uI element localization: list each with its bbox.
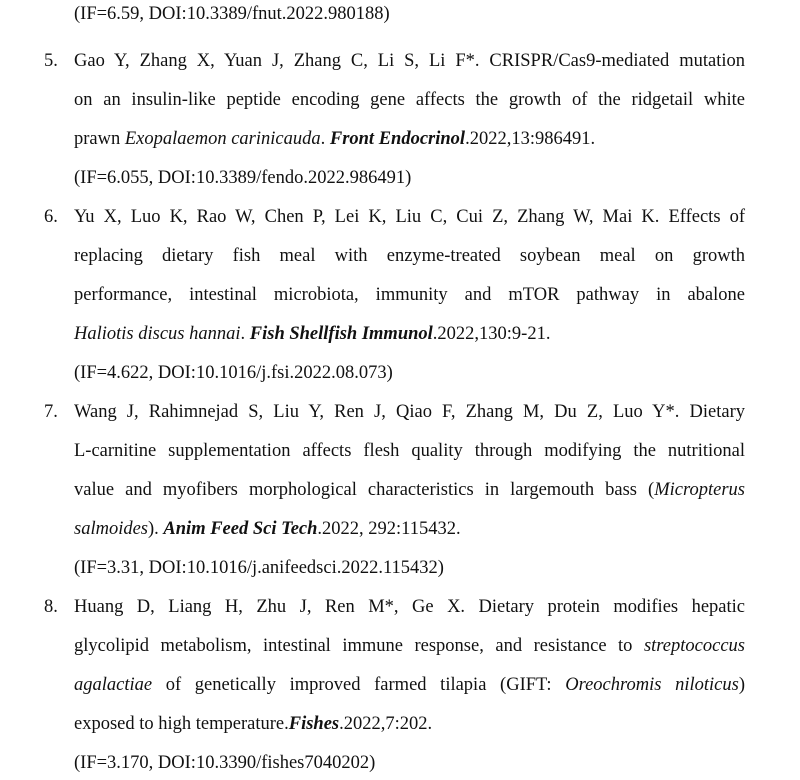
ref-5-sep: .: [320, 129, 330, 149]
ref-8-line-2: [74, 635, 745, 657]
ref-6-line-1: Yu X, Luo K, Rao W, Chen P, Lei K, Liu C, Cui Z, Zhang W, Mai K. Effects of: [74, 207, 745, 227]
ref-5-line-3: [74, 128, 595, 150]
ref-6-line-3: performance, intestinal microbiota, immunity and mTOR pathway in abalone: [74, 285, 745, 305]
ref-7-species-part-2: salmoides: [74, 519, 148, 539]
ref-6-ifdoi: (IF=4.622, DOI:10.1016/j.fsi.2022.08.073): [74, 363, 393, 383]
ref-8-citation: .2022,7:202.: [339, 714, 433, 734]
ref-6-sep: .: [240, 324, 250, 344]
ref-8-species-2: Oreochromis niloticus: [565, 675, 739, 695]
ref-8-number: 8.: [44, 597, 58, 617]
ref-8-line-1: Huang D, Liang H, Zhu J, Ren M*, Ge X. Dietary protein modifies hepatic: [74, 597, 745, 617]
ref-8-journal: Fishes: [288, 714, 340, 734]
ref-7-line-4: [74, 518, 461, 540]
ref-8-line-3-text: of genetically improved farmed tilapia (GIFT:: [152, 675, 566, 695]
ref-5-number: 5.: [44, 51, 58, 71]
ref-8-species-part-1: streptococcus: [643, 636, 745, 656]
ref-8-line-2-text: glycolipid metabolism, intestinal immune response, and resistance to: [74, 636, 644, 656]
ref-5-line-2: on an insulin-like peptide encoding gene affects the growth of the ridgetail white: [74, 90, 745, 110]
ref-7-number: 7.: [44, 402, 58, 422]
ref-6-journal: Fish Shellfish Immunol: [249, 324, 433, 344]
ref-5-citation: .2022,13:986491.: [465, 129, 596, 149]
ref-5-journal: Front Endocrinol: [329, 129, 466, 149]
ref-6-citation: .2022,130:9-21.: [432, 324, 551, 344]
ref-6-number: 6.: [44, 207, 58, 227]
ref-7-line-3: [74, 479, 745, 501]
ref-5-ifdoi: (IF=6.055, DOI:10.3389/fendo.2022.986491): [74, 168, 412, 188]
ref-8-ifdoi: (IF=3.170, DOI:10.3390/fishes7040202): [74, 753, 376, 773]
ref-8-line-3: [74, 674, 745, 696]
ref-6-species: Haliotis discus hannai: [74, 324, 241, 344]
ref-7-ifdoi: (IF=3.31, DOI:10.1016/j.anifeedsci.2022.115432): [74, 558, 444, 578]
ref-5-species: Exopalaemon carinicauda: [124, 129, 321, 149]
ref-5-line-1: Gao Y, Zhang X, Yuan J, Zhang C, Li S, Li F*. CRISPR/Cas9-mediated mutation: [74, 51, 745, 71]
ref-7-sep: ).: [148, 519, 164, 539]
ref-7-line-2: L-carnitine supplementation affects flesh quality through modifying the nutritional: [74, 441, 745, 461]
ref-8-line-4: [74, 713, 432, 735]
ref-7-species-part-1: Micropterus: [654, 480, 745, 500]
ref-4-ifdoi: (IF=6.59, DOI:10.3389/fnut.2022.980188): [74, 4, 390, 24]
ref-7-line-1: Wang J, Rahimnejad S, Liu Y, Ren J, Qiao F, Zhang M, Du Z, Luo Y*. Dietary: [74, 402, 745, 422]
ref-6-line-4: [74, 323, 550, 345]
ref-6-line-2: replacing dietary fish meal with enzyme-treated soybean meal on growth: [74, 246, 745, 266]
ref-5-line-3-text: prawn: [74, 129, 125, 149]
ref-7-citation: .2022, 292:115432.: [317, 519, 461, 539]
ref-8-line-4-text: exposed to high temperature.: [74, 714, 289, 734]
ref-7-journal: Anim Feed Sci Tech: [163, 519, 318, 539]
ref-8-close-paren: ): [738, 675, 745, 695]
ref-8-species-part-2: agalactiae: [74, 675, 153, 695]
ref-7-line-3-text: value and myofibers morphological characteristics in largemouth bass (: [74, 480, 655, 500]
